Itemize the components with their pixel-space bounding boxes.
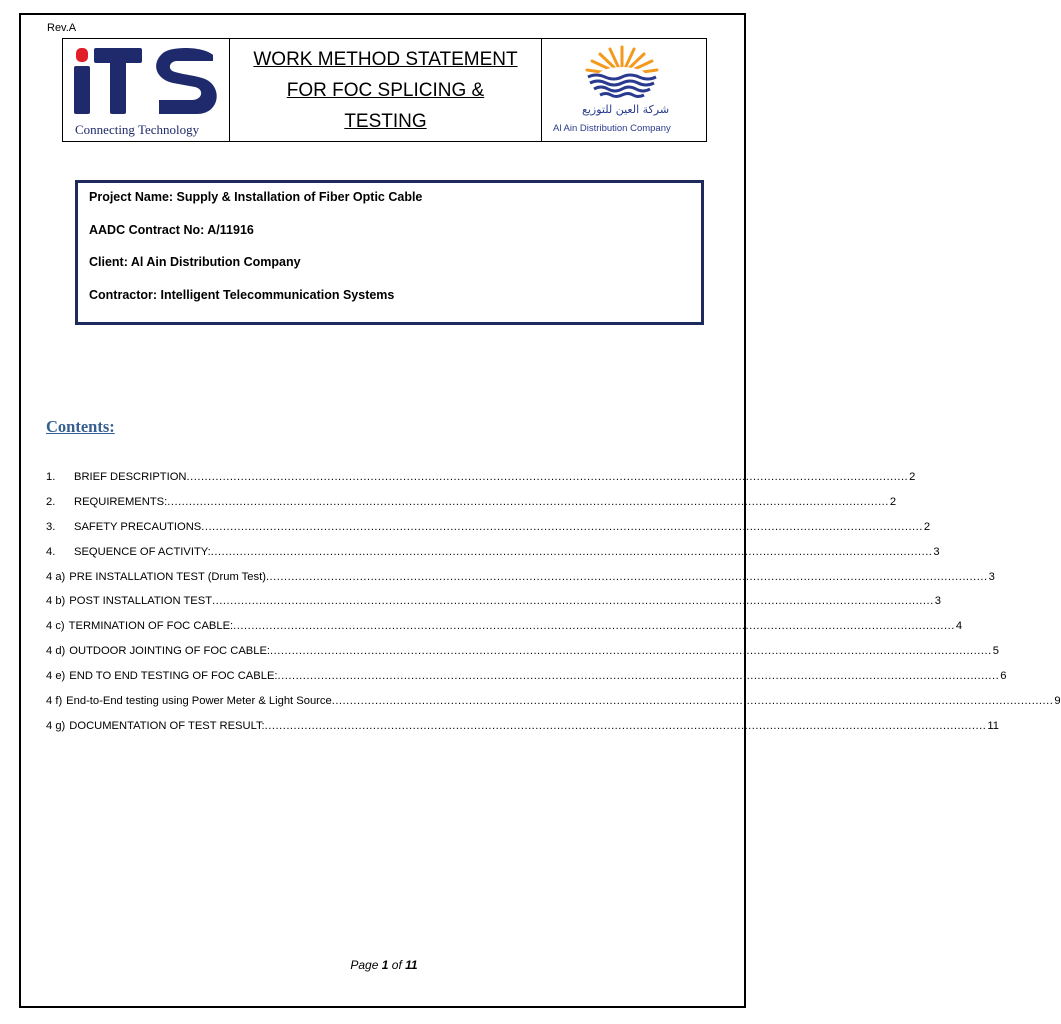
toc-entry-page: 3 — [988, 570, 995, 583]
toc-entry-label: END TO END TESTING OF FOC CABLE: — [69, 670, 278, 683]
toc-entry-page: 11 — [987, 719, 999, 732]
its-logo-icon — [63, 39, 230, 124]
toc-entry-page: 4 — [955, 620, 963, 633]
toc-entry-label: DOCUMENTATION OF TEST RESULT: — [69, 719, 265, 732]
contractor-name: Contractor: Intelligent Telecommunication Systems — [89, 288, 395, 303]
toc-entry-page: 6 — [1000, 670, 1007, 683]
toc-dot-leader: ........................................................................................................................................................................................................ — [201, 520, 923, 533]
toc-entry-number: 4. — [46, 545, 56, 558]
toc-dot-leader: ........................................................................................................................................................................................................ — [331, 695, 1054, 708]
toc-entry-number: 3. — [46, 520, 56, 533]
toc-entry-label: OUTDOOR JOINTING OF FOC CABLE: — [69, 645, 271, 658]
project-name: Project Name: Supply & Installation of Fiber Optic Cable — [89, 190, 423, 204]
aadc-sun-logo-icon — [542, 39, 708, 109]
toc-entry-page: 5 — [992, 645, 999, 658]
toc-entry-number: 4 a) — [46, 570, 66, 583]
aadc-logo-caption: Al Ain Distribution Company — [553, 123, 671, 134]
toc-entry-page: 2 — [923, 520, 931, 533]
toc-entry-number: 2. — [46, 495, 56, 508]
toc-entry[interactable] — [46, 570, 995, 596]
toc-dot-leader: ........................................................................................................................................................................................................ — [233, 620, 955, 633]
toc-dot-leader: ........................................................................................................................................................................................................ — [277, 670, 1000, 683]
toc-entry-number: 4 c) — [46, 620, 65, 633]
toc-entry-label: POST INSTALLATION TEST — [69, 595, 213, 608]
its-logo-caption: Connecting Technology — [75, 122, 200, 137]
toc-entry-page: 3 — [934, 595, 941, 608]
project-info-box — [75, 180, 704, 325]
header-table — [62, 38, 707, 142]
toc-dot-leader: ........................................................................................................................................................................................................ — [210, 545, 933, 558]
toc-dot-leader: ........................................................................................................................................................................................................ — [167, 495, 889, 508]
toc-entry-page: 9 — [1054, 695, 1061, 708]
table-of-contents — [46, 471, 1061, 745]
footer-total-pages: 11 — [405, 958, 418, 972]
toc-entry-number: 4 e) — [46, 670, 66, 683]
toc-entry-label: PRE INSTALLATION TEST (Drum Test) — [69, 570, 266, 583]
toc-entry[interactable] — [46, 545, 940, 571]
title-line-3: TESTING — [344, 110, 427, 132]
toc-entry[interactable] — [46, 595, 941, 620]
toc-entry-label: SEQUENCE OF ACTIVITY: — [74, 545, 211, 558]
toc-entry[interactable] — [46, 620, 963, 645]
footer-current-page: 1 — [381, 958, 389, 972]
toc-entry-number: 4 g) — [46, 719, 66, 732]
document-title — [230, 39, 542, 141]
client-name: Client: Al Ain Distribution Company — [89, 255, 301, 270]
toc-entry-number: 1. — [46, 471, 56, 483]
toc-entry-page: 2 — [909, 471, 916, 483]
toc-dot-leader: ........................................................................................................................................................................................................ — [265, 570, 988, 583]
toc-entry[interactable] — [46, 719, 999, 745]
toc-entry-label: End-to-End testing using Power Meter & Light Source — [66, 695, 332, 708]
toc-dot-leader: ........................................................................................................................................................................................................ — [270, 645, 992, 658]
toc-entry-page: 2 — [889, 495, 897, 508]
toc-dot-leader: ........................................................................................................................................................................................................ — [212, 595, 934, 608]
toc-entry-label: BRIEF DESCRIPTION — [74, 471, 187, 483]
toc-entry[interactable] — [46, 695, 1061, 720]
toc-entry-label: SAFETY PRECAUTIONS — [74, 520, 202, 533]
toc-dot-leader: ........................................................................................................................................................................................................ — [264, 719, 987, 732]
toc-entry[interactable] — [46, 471, 916, 496]
toc-entry[interactable] — [46, 495, 897, 521]
toc-entry-label: TERMINATION OF FOC CABLE: — [68, 620, 234, 633]
toc-dot-leader: ........................................................................................................................................................................................................ — [186, 471, 909, 483]
toc-entry-label: REQUIREMENTS: — [74, 495, 168, 508]
toc-entry[interactable] — [46, 645, 999, 670]
title-line-1: WORK METHOD STATEMENT — [253, 48, 518, 70]
aadc-logo-cell — [542, 39, 706, 141]
its-logo-cell — [63, 39, 230, 141]
footer-of: of — [391, 958, 402, 972]
toc-entry[interactable] — [46, 670, 1007, 695]
toc-entry-page: 3 — [933, 545, 940, 558]
toc-entry-number: 4 b) — [46, 595, 66, 608]
contract-number: AADC Contract No: A/11916 — [89, 222, 254, 237]
toc-entry[interactable] — [46, 520, 931, 546]
contents-heading[interactable]: Contents: — [46, 417, 115, 436]
page-number-footer — [0, 958, 768, 972]
toc-entry-number: 4 d) — [46, 645, 66, 658]
footer-prefix: Page — [350, 958, 379, 972]
aadc-arabic-name: شركة العين للتوزيع — [582, 103, 670, 116]
title-line-2: FOR FOC SPLICING & — [286, 79, 485, 101]
revision-label: Rev.A — [47, 22, 77, 34]
toc-entry-number: 4 f) — [46, 695, 63, 708]
